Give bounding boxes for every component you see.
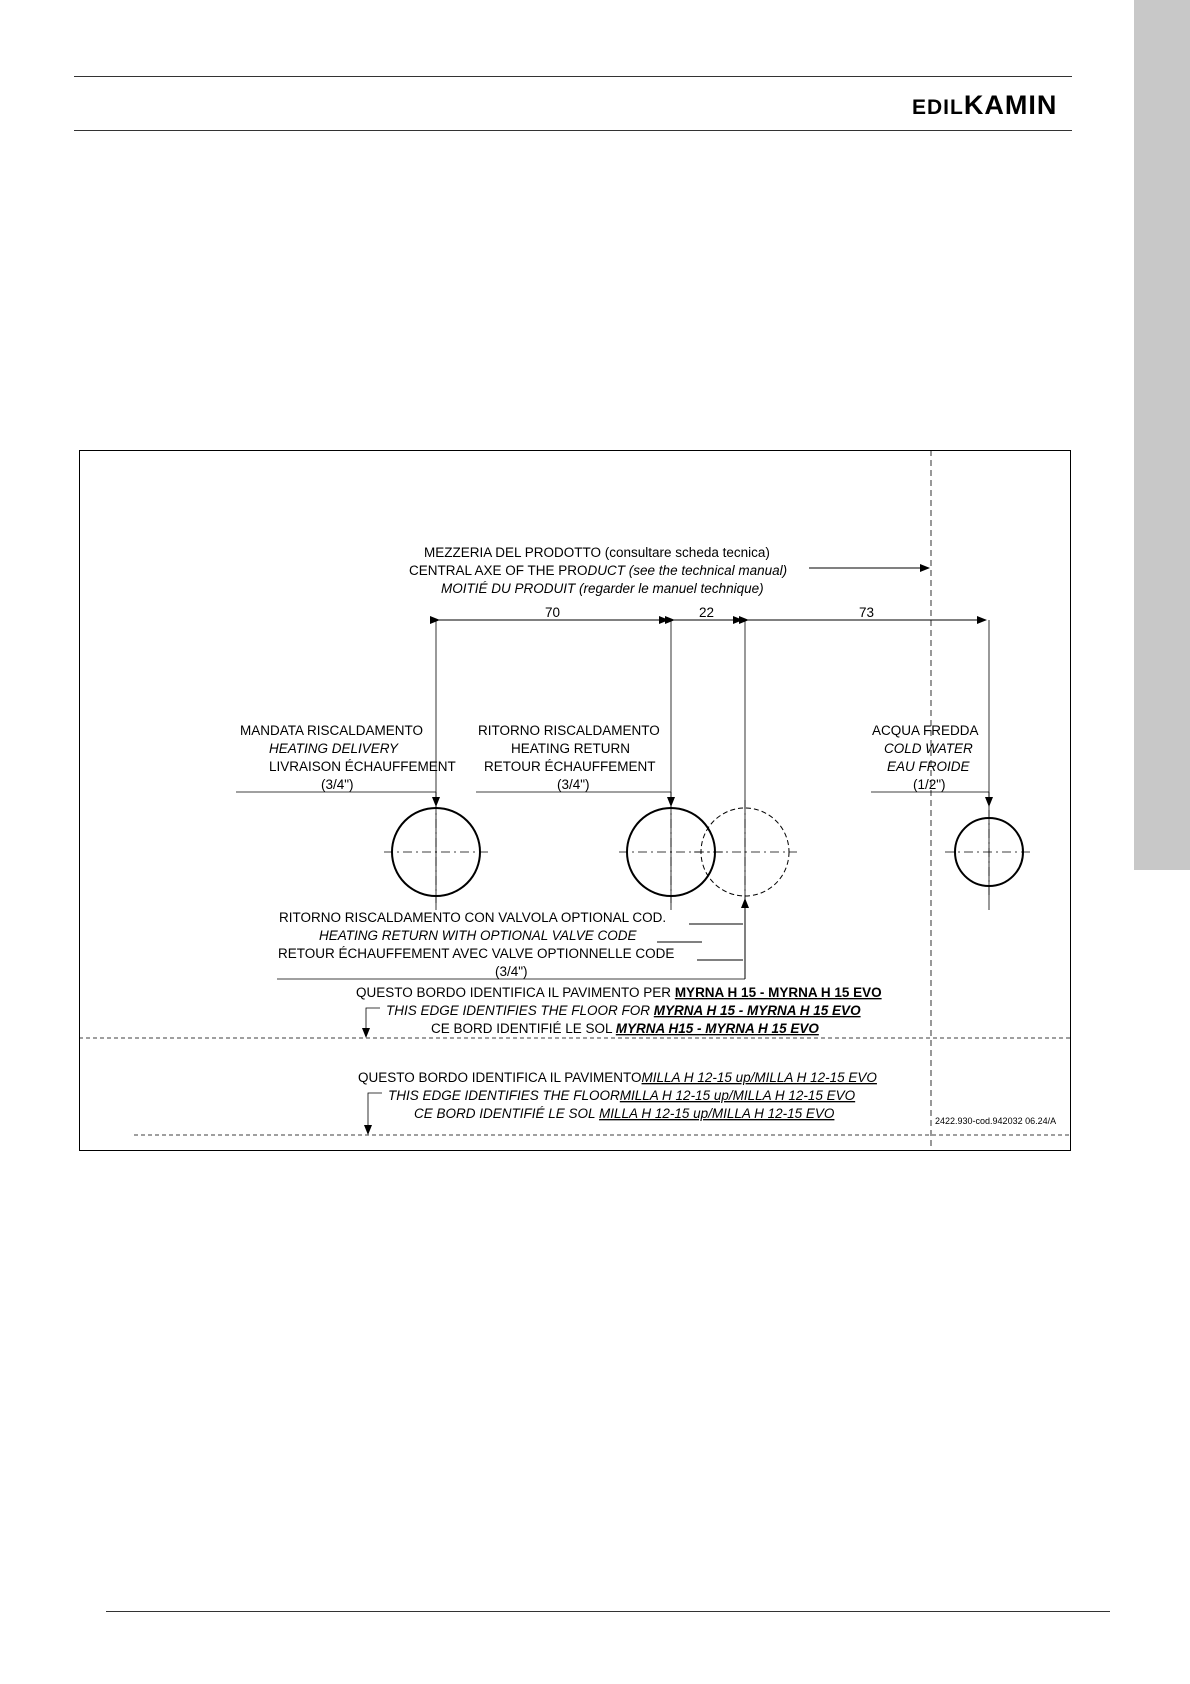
delivery-label-fr: LIVRAISON ÉCHAUFFEMENT: [269, 759, 456, 774]
valve-label-fr: RETOUR ÉCHAUFFEMENT AVEC VALVE OPTIONNELLE CODE: [278, 946, 675, 961]
floor-milla-fr: CE BORD IDENTIFIÉ LE SOL MILLA H 12-15 up/MILLA H 12-15 EVO: [414, 1106, 835, 1121]
delivery-label-en: HEATING DELIVERY: [269, 741, 399, 756]
floor-milla-en: THIS EDGE IDENTIFIES THE FLOORMILLA H 12-15 up/MILLA H 12-15 EVO: [388, 1088, 856, 1103]
return-label-size: (3/4"): [557, 777, 590, 792]
pipe-return: [619, 800, 724, 903]
valve-label-en: HEATING RETURN WITH OPTIONAL VALVE CODE: [319, 928, 637, 943]
floor-myrna-it: QUESTO BORDO IDENTIFICA IL PAVIMENTO PER MYRNA H 15 - MYRNA H 15 EVO: [356, 985, 882, 1000]
floor-myrna-bracket: [366, 1008, 380, 1036]
connection-diagram: [79, 450, 1071, 1151]
header-rule-top: [74, 76, 1072, 77]
central-axis-label-fr: MOITIÉ DU PRODUIT (regarder le manuel technique): [441, 581, 764, 596]
return-label-it: RITORNO RISCALDAMENTO: [478, 723, 660, 738]
pipe-delivery: [384, 800, 489, 903]
delivery-label-it: MANDATA RISCALDAMENTO: [240, 723, 424, 738]
header-rule-bottom: [74, 130, 1072, 131]
return-label-fr: RETOUR ÉCHAUFFEMENT: [484, 759, 656, 774]
cold-label-fr: EAU FROIDE: [887, 759, 970, 774]
footer-rule: [106, 1611, 1110, 1612]
pipe-return-with-valve: [694, 800, 797, 903]
return-label-en: HEATING RETURN: [511, 741, 631, 756]
dimension-73: 73: [859, 605, 875, 620]
cold-label-size: (1/2"): [913, 777, 946, 792]
valve-label-it: RITORNO RISCALDAMENTO CON VALVOLA OPTIONAL COD.: [279, 910, 667, 925]
edilkamin-logo: [910, 90, 1070, 120]
cold-label-en: COLD WATER: [884, 741, 973, 756]
dimension-22: 22: [699, 605, 715, 620]
central-axis-label-en: CENTRAL AXE OF THE PRODUCT (see the technical manual): [409, 563, 788, 578]
dimension-70: 70: [545, 605, 561, 620]
brand-part2: KAMIN: [963, 90, 1058, 120]
floor-myrna-en: THIS EDGE IDENTIFIES THE FLOOR FOR MYRNA H 15 - MYRNA H 15 EVO: [386, 1003, 861, 1018]
valve-label-size: (3/4"): [495, 964, 528, 979]
svg-text:EDILKAMIN: [912, 90, 1057, 120]
drawing-code: 2422.930-cod.942032 06.24/A: [935, 1116, 1057, 1126]
brand-part1: EDIL: [912, 96, 964, 119]
floor-milla-it: QUESTO BORDO IDENTIFICA IL PAVIMENTOMILLA H 12-15 up/MILLA H 12-15 EVO: [358, 1070, 877, 1085]
floor-milla-bracket: [368, 1093, 382, 1133]
cold-label-it: ACQUA FREDDA: [872, 723, 979, 738]
central-axis-label-it: MEZZERIA DEL PRODOTTO (consultare scheda tecnica): [424, 545, 770, 560]
delivery-label-size: (3/4"): [321, 777, 354, 792]
side-tab: [1134, 0, 1190, 870]
floor-myrna-fr: CE BORD IDENTIFIÉ LE SOL MYRNA H15 - MYRNA H 15 EVO: [431, 1021, 819, 1036]
